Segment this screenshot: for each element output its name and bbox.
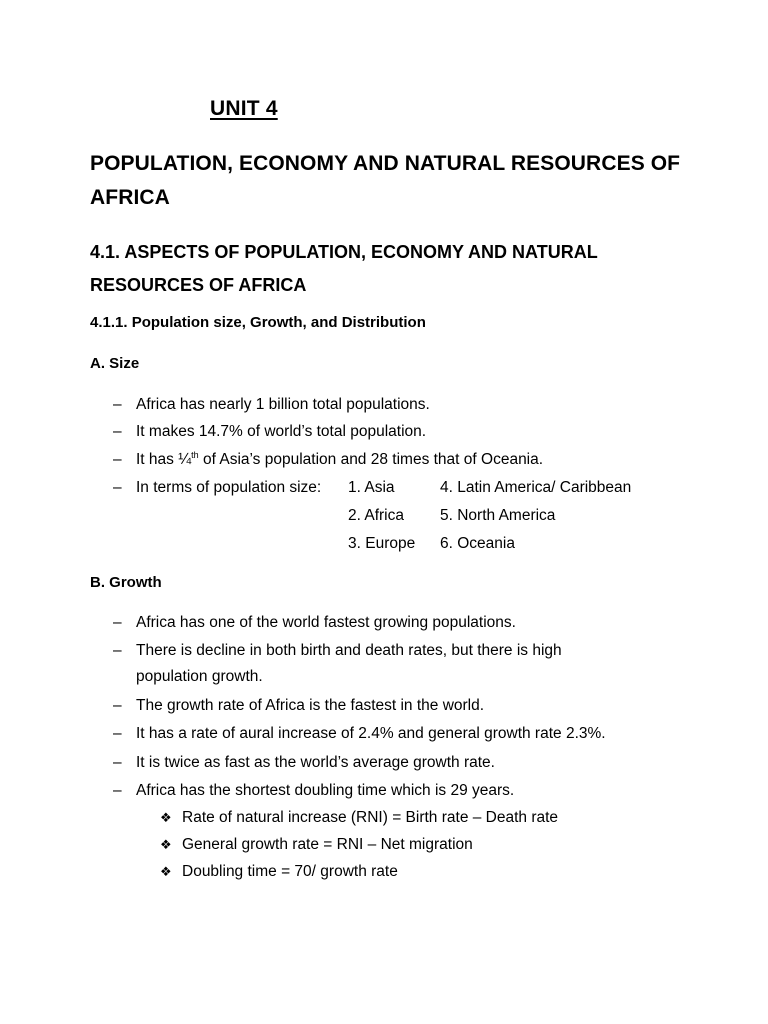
bullet-text [136,449,696,471]
bullet-text: It has a rate of aural increase of 2.4% and general growth rate 2.3%. [136,725,606,742]
ranking-item: 4. Latin America/ Caribbean [440,479,632,496]
formula-item [160,861,398,883]
unit-title: UNIT 4 [210,97,278,120]
formula-item [160,834,473,856]
ranking-item: 5. North America [440,507,556,524]
dash-bullet: – [113,725,122,742]
bullet-text: Africa has the shortest doubling time which is 29 years. [136,782,515,799]
bullet-text: It makes 14.7% of world’s total population. [136,423,427,440]
bullet-text-part: It has ¼ [136,451,192,468]
section-title: 4.1. ASPECTS OF POPULATION, ECONOMY AND NATURAL RESOURCES OF AFRICA [90,242,598,295]
ranking-item: 2. Africa [348,507,404,524]
dash-bullet: – [113,614,122,631]
formula-item [160,807,558,829]
bullet-text-part: of Asia’s population and 28 times that of Oceania. [198,451,544,468]
formula-text: Rate of natural increase (RNI) = Birth rate – Death rate [182,809,559,826]
main-title: POPULATION, ECONOMY AND NATURAL RESOURCES OF AFRICA [90,152,681,209]
ranking-item: 6. Oceania [440,535,515,552]
bullet-text: Africa has nearly 1 billion total populations. [136,396,430,413]
dash-bullet: – [113,451,122,468]
subsection-title: 4.1.1. Population size, Growth, and Distribution [90,314,426,331]
ranking-item: 3. Europe [348,535,416,552]
bullet-text: Africa has one of the world fastest growing populations. [136,614,516,631]
bullet-text: It is twice as fast as the world’s average growth rate. [136,754,495,771]
bullet-text: The growth rate of Africa is the fastest in the world. [136,697,485,714]
dash-bullet: – [113,697,122,714]
size-heading: A. Size [90,355,140,372]
formula-text: Doubling time = 70/ growth rate [182,863,398,880]
ranking-item: 1. Asia [348,479,395,496]
diamond-bullet-icon: ❖ [160,810,172,825]
growth-heading: B. Growth [90,574,162,591]
diamond-bullet-icon: ❖ [160,837,172,852]
diamond-bullet-icon: ❖ [160,864,172,879]
ranking-lead: In terms of population size: [136,479,322,496]
formula-text: General growth rate = RNI – Net migration [182,836,473,853]
dash-bullet: – [113,396,122,413]
dash-bullet: – [113,782,122,799]
dash-bullet: – [113,642,122,659]
dash-bullet: – [113,423,122,440]
dash-bullet: – [113,754,122,771]
bullet-text: There is decline in both birth and death rates, but there is high population growth. [136,642,562,685]
superscript: th [191,449,199,460]
dash-bullet: – [113,479,122,496]
